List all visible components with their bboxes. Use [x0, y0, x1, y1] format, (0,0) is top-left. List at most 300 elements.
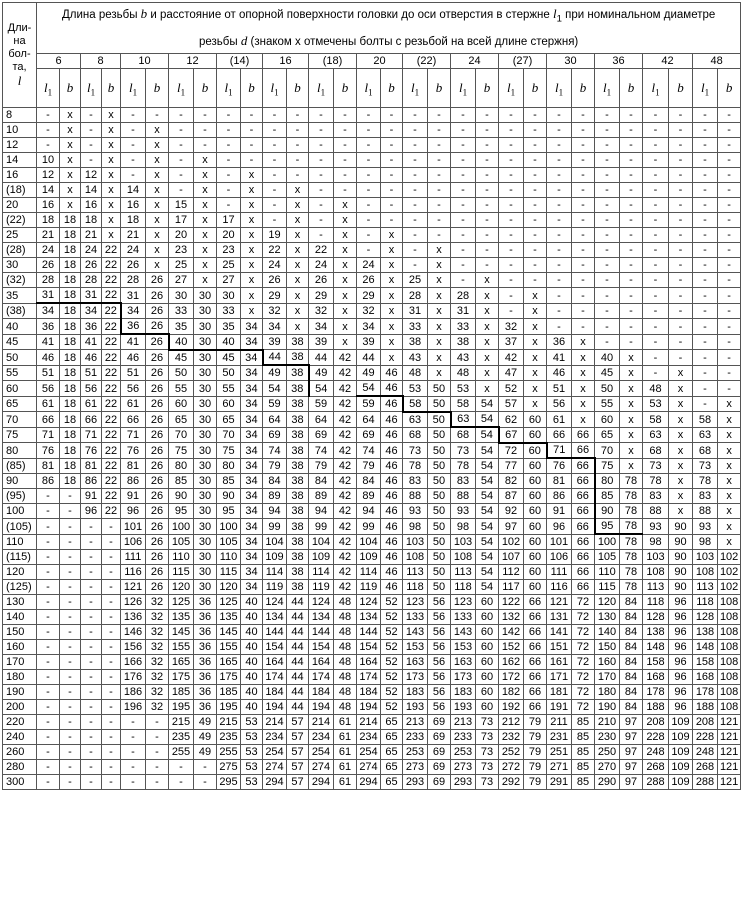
bolt-length-cell: 180	[3, 670, 37, 685]
l1-value-cell: 117	[499, 580, 524, 595]
l1-value-cell: 35	[217, 319, 241, 335]
table-row	[3, 458, 741, 474]
b-value-cell: x	[718, 443, 741, 459]
b-value-cell: 44	[287, 655, 309, 670]
l1-value-cell: 98	[643, 534, 669, 550]
l1-value-cell: 82	[499, 474, 524, 489]
l1-value-cell: 211	[547, 715, 572, 730]
b-value-cell: 22	[102, 334, 121, 350]
b-value-cell: x	[334, 273, 357, 288]
b-value-cell: 54	[476, 427, 499, 443]
b-value-cell: -	[287, 168, 309, 183]
b-value-cell: -	[524, 273, 547, 288]
l1-value-cell: -	[263, 198, 287, 213]
b-value-cell: -	[381, 138, 403, 153]
table-row	[3, 730, 741, 745]
l1-value-cell: 36	[37, 319, 60, 335]
l1-value-cell: 182	[499, 685, 524, 700]
b-value-cell: 32	[146, 655, 169, 670]
b-value-cell: x	[620, 350, 643, 366]
b-value-cell: 32	[146, 625, 169, 640]
l1-index: 1	[180, 87, 186, 98]
l1-value-cell: 77	[499, 458, 524, 474]
b-value-cell: 30	[194, 427, 217, 443]
l1-value-cell: 144	[309, 625, 334, 640]
l1-value-cell: 43	[451, 350, 476, 366]
l1-value-cell: 293	[451, 775, 476, 790]
l1-value-cell: 23	[169, 243, 194, 258]
b-value-cell: 30	[194, 458, 217, 474]
b-value-cell: 60	[524, 565, 547, 580]
table-row	[3, 168, 741, 183]
l1-value-cell: 51	[121, 365, 146, 381]
l1-value-cell: 25	[217, 258, 241, 273]
l1-value-cell: 270	[595, 760, 620, 775]
b-value-cell: 57	[287, 760, 309, 775]
l1-value-cell: 121	[547, 595, 572, 610]
b-value-cell: x	[102, 213, 121, 228]
b-value-cell: 34	[241, 519, 263, 535]
b-value-cell: 60	[476, 700, 499, 715]
b-value-cell: x	[428, 303, 451, 319]
l1-value-cell: 154	[357, 640, 381, 655]
l1-value-cell: 89	[263, 489, 287, 504]
b-value-cell: -	[241, 123, 263, 138]
bolt-length-cell: 8	[3, 108, 37, 123]
b-value-cell: -	[428, 183, 451, 198]
l1-value-cell: 94	[263, 504, 287, 519]
l1-value-cell: -	[403, 153, 428, 168]
b-value-cell: 40	[241, 625, 263, 640]
b-value-cell: 69	[428, 760, 451, 775]
b-value-cell: 50	[428, 534, 451, 550]
l1-value-cell: 102	[499, 534, 524, 550]
b-value-cell: 38	[287, 550, 309, 565]
b-value-cell: 57	[287, 715, 309, 730]
b-value-cell: x	[524, 334, 547, 350]
l1-value-cell: 122	[499, 595, 524, 610]
b-value-cell: 108	[718, 640, 741, 655]
b-value-cell: 69	[428, 745, 451, 760]
l1-value-cell: 86	[121, 474, 146, 489]
l1-value-cell: 88	[403, 489, 428, 504]
b-value-cell: -	[381, 108, 403, 123]
l1-value-cell: -	[403, 123, 428, 138]
l1-value-cell: 70	[595, 443, 620, 459]
b-value-cell: 18	[60, 412, 81, 428]
b-value-cell: x	[381, 303, 403, 319]
b-value-cell: 72	[572, 640, 595, 655]
table-row	[3, 138, 741, 153]
l1-value-cell: -	[643, 243, 669, 258]
l1-value-cell: 17	[217, 213, 241, 228]
b-value-cell: 49	[194, 715, 217, 730]
l1-value-cell: 10	[37, 153, 60, 168]
l1-value-cell: 156	[121, 640, 146, 655]
l1-value-cell: -	[37, 580, 60, 595]
l1-column-header	[451, 69, 476, 108]
l1-value-cell: 76	[81, 443, 102, 459]
b-value-cell: 109	[669, 730, 693, 745]
l1-value-cell: 50	[169, 365, 194, 381]
b-value-cell: x	[194, 258, 217, 273]
b-value-cell: x	[146, 168, 169, 183]
l1-value-cell: -	[499, 243, 524, 258]
b-value-cell: 22	[102, 288, 121, 304]
l1-value-cell: -	[451, 273, 476, 288]
l1-value-cell: 41	[121, 334, 146, 350]
l1-value-cell: 49	[309, 365, 334, 381]
l1-value-cell: -	[169, 138, 194, 153]
b-value-cell: 18	[60, 443, 81, 459]
l1-value-cell: -	[169, 108, 194, 123]
b-value-cell: 90	[669, 550, 693, 565]
l1-value-cell: 65	[595, 427, 620, 443]
b-value-cell: -	[102, 745, 121, 760]
l1-value-cell: -	[309, 138, 334, 153]
l1-value-cell: 34	[81, 303, 102, 319]
l1-value-cell: 188	[643, 700, 669, 715]
l1-value-cell: 212	[499, 715, 524, 730]
b-value-cell: 50	[428, 489, 451, 504]
l1-value-cell: 95	[217, 504, 241, 519]
b-value-cell: 22	[102, 443, 121, 459]
b-column-header: b	[476, 69, 499, 108]
b-value-cell: x	[620, 443, 643, 459]
l1-column-header	[217, 69, 241, 108]
l1-value-cell: -	[499, 213, 524, 228]
l1-value-cell: 64	[263, 412, 287, 428]
l1-value-cell: 174	[309, 670, 334, 685]
l1-value-cell: 231	[547, 730, 572, 745]
l1-value-cell: -	[121, 745, 146, 760]
l1-value-cell: 103	[451, 534, 476, 550]
l1-value-cell: 28	[451, 288, 476, 304]
b-value-cell: 18	[60, 243, 81, 258]
l1-value-cell: 163	[403, 655, 428, 670]
b-value-cell: 84	[620, 685, 643, 700]
b-value-cell: -	[669, 334, 693, 350]
b-value-cell: 50	[428, 504, 451, 519]
l1-value-cell: 142	[499, 625, 524, 640]
l1-value-cell: 61	[37, 396, 60, 412]
b-value-cell: x	[381, 319, 403, 335]
diameter-header: 24	[451, 54, 499, 69]
b-value-cell: 42	[334, 412, 357, 428]
b-value-cell: 26	[146, 489, 169, 504]
b-value-cell: -	[102, 730, 121, 745]
b-value-cell: 38	[287, 350, 309, 366]
l1-value-cell: 176	[121, 670, 146, 685]
l1-symbol: l	[458, 79, 463, 95]
b-value-cell: -	[60, 565, 81, 580]
l1-column-header	[263, 69, 287, 108]
l1-value-cell: -	[547, 138, 572, 153]
b-value-cell: -	[620, 153, 643, 168]
l1-value-cell: 234	[263, 730, 287, 745]
b-value-cell: x	[102, 108, 121, 123]
b-value-cell: 54	[476, 534, 499, 550]
l1-value-cell: 274	[263, 760, 287, 775]
l1-value-cell: -	[451, 183, 476, 198]
b-value-cell: 48	[334, 655, 357, 670]
b-value-cell: -	[524, 213, 547, 228]
l1-value-cell: -	[499, 288, 524, 304]
bolt-length-cell: 300	[3, 775, 37, 790]
l1-value-cell: 210	[595, 715, 620, 730]
l1-value-cell: 50	[595, 381, 620, 397]
l1-value-cell: 46	[121, 350, 146, 366]
b-value-cell: 56	[428, 700, 451, 715]
b-value-cell: -	[718, 334, 741, 350]
diameter-header-row	[3, 54, 741, 69]
l1-value-cell: 154	[309, 640, 334, 655]
l1-value-cell: 105	[217, 534, 241, 550]
b-value-cell: 66	[572, 580, 595, 595]
b-value-cell: -	[669, 273, 693, 288]
l1-value-cell: -	[217, 108, 241, 123]
l1-value-cell: 58	[693, 412, 718, 428]
table-row	[3, 334, 741, 350]
title-symbol-l: l	[553, 6, 557, 21]
bolt-length-cell: 110	[3, 534, 37, 550]
l1-value-cell: 144	[263, 625, 287, 640]
l1-value-cell: 46	[547, 365, 572, 381]
b-value-cell: 90	[669, 565, 693, 580]
l1-value-cell: 51	[81, 365, 102, 381]
l1-value-cell: 235	[169, 730, 194, 745]
b-value-cell: 52	[381, 610, 403, 625]
b-value-cell: 42	[334, 396, 357, 412]
b-value-cell: 30	[194, 504, 217, 519]
table-row	[3, 288, 741, 304]
l1-value-cell: -	[595, 168, 620, 183]
table-row	[3, 504, 741, 519]
l1-value-cell: 136	[121, 610, 146, 625]
b-value-cell: -	[194, 775, 217, 790]
l1-value-cell: 75	[169, 443, 194, 459]
b-value-cell: 36	[194, 640, 217, 655]
b-value-cell: 54	[476, 580, 499, 595]
l1-value-cell: 66	[121, 412, 146, 428]
b-value-cell: -	[572, 168, 595, 183]
l1-value-cell: 134	[357, 610, 381, 625]
l1-value-cell: 99	[263, 519, 287, 535]
b-column-header: b	[60, 69, 81, 108]
b-value-cell: x	[194, 213, 217, 228]
l1-value-cell: 106	[121, 534, 146, 550]
b-value-cell: 46	[381, 504, 403, 519]
table-row	[3, 565, 741, 580]
b-value-cell: 61	[334, 730, 357, 745]
table-row	[3, 198, 741, 213]
b-value-cell: -	[428, 108, 451, 123]
l1-value-cell: -	[37, 775, 60, 790]
l1-value-cell: 113	[693, 580, 718, 595]
b-value-cell: 78	[620, 474, 643, 489]
b-value-cell: -	[102, 685, 121, 700]
title-part: (знаком x отмечены болты с резьбой на всей длине стержня)	[247, 36, 579, 49]
diameter-header: 16	[263, 54, 309, 69]
l1-column-header	[169, 69, 194, 108]
l1-value-cell: -	[547, 288, 572, 304]
l1-value-cell: 173	[451, 670, 476, 685]
l1-value-cell: -	[403, 258, 428, 273]
b-value-cell: 60	[524, 412, 547, 428]
l1-value-cell: 294	[357, 775, 381, 790]
b-value-cell: -	[146, 715, 169, 730]
b-value-cell: 60	[524, 458, 547, 474]
l1-value-cell: -	[309, 123, 334, 138]
b-value-cell: -	[287, 153, 309, 168]
bolt-length-cell: 130	[3, 595, 37, 610]
b-value-cell: -	[718, 228, 741, 243]
l1-value-cell: -	[643, 228, 669, 243]
b-value-cell: 79	[524, 775, 547, 790]
l1-value-cell: 46	[81, 350, 102, 366]
b-value-cell: 54	[476, 474, 499, 489]
bolt-length-cell: 30	[3, 258, 37, 273]
b-value-cell: -	[620, 258, 643, 273]
b-value-cell: 60	[476, 670, 499, 685]
l1-value-cell: 31	[403, 303, 428, 319]
l1-value-cell: 152	[499, 640, 524, 655]
l1-value-cell: 144	[357, 625, 381, 640]
b-value-cell: 22	[102, 474, 121, 489]
b-value-cell: 72	[572, 700, 595, 715]
l1-value-cell: 235	[217, 730, 241, 745]
b-value-cell: 38	[287, 334, 309, 350]
b-value-cell: x	[146, 123, 169, 138]
l1-value-cell: -	[263, 213, 287, 228]
b-value-cell: 78	[620, 519, 643, 535]
b-value-cell: x	[287, 228, 309, 243]
b-value-cell: x	[669, 489, 693, 504]
b-value-cell: 18	[60, 228, 81, 243]
l1-value-cell: -	[499, 108, 524, 123]
l1-value-cell: 111	[547, 565, 572, 580]
b-value-cell: x	[60, 198, 81, 213]
l1-value-cell: -	[121, 123, 146, 138]
l1-value-cell: -	[357, 108, 381, 123]
b-value-cell: 34	[241, 489, 263, 504]
l1-value-cell: 69	[357, 427, 381, 443]
b-value-cell: 30	[194, 381, 217, 397]
l1-value-cell: 271	[547, 760, 572, 775]
l1-value-cell: 120	[595, 595, 620, 610]
l1-value-cell: -	[263, 168, 287, 183]
b-value-cell: -	[718, 288, 741, 304]
b-value-cell: -	[60, 760, 81, 775]
l1-value-cell: 69	[263, 427, 287, 443]
b-value-cell: 18	[60, 273, 81, 288]
l1-value-cell: -	[595, 319, 620, 335]
bolt-length-cell: 220	[3, 715, 37, 730]
b-value-cell: 26	[146, 396, 169, 412]
b-value-cell: 66	[572, 458, 595, 474]
b-value-cell: 66	[572, 427, 595, 443]
l1-value-cell: 252	[499, 745, 524, 760]
l1-value-cell: -	[357, 198, 381, 213]
l1-value-cell: 124	[263, 595, 287, 610]
b-value-cell: 30	[194, 550, 217, 565]
l1-value-cell: 98	[403, 519, 428, 535]
l1-value-cell: 37	[499, 334, 524, 350]
b-value-cell: 102	[718, 580, 741, 595]
table-row	[3, 183, 741, 198]
b-value-cell: 26	[146, 365, 169, 381]
b-value-cell: -	[718, 198, 741, 213]
b-value-cell: 109	[669, 745, 693, 760]
b-value-cell: 18	[60, 288, 81, 304]
b-value-cell: 97	[620, 730, 643, 745]
l1-value-cell: 98	[451, 519, 476, 535]
l1-value-cell: -	[403, 228, 428, 243]
b-value-cell: x	[381, 288, 403, 304]
l1-value-cell: 18	[81, 213, 102, 228]
l1-value-cell: 34	[37, 303, 60, 319]
l1-value-cell: -	[81, 700, 102, 715]
title-part: и расстояние от опорной поверхности головки до оси отверстия в стержне	[147, 9, 553, 21]
b-value-cell: -	[669, 183, 693, 198]
l1-value-cell: -	[693, 273, 718, 288]
b-value-cell: -	[718, 123, 741, 138]
b-value-cell: -	[620, 123, 643, 138]
b-value-cell: 84	[620, 700, 643, 715]
b-value-cell: -	[476, 123, 499, 138]
b-value-cell: x	[476, 334, 499, 350]
b-value-cell: x	[334, 334, 357, 350]
l1-value-cell: 48	[403, 365, 428, 381]
b-value-cell: -	[476, 168, 499, 183]
b-value-cell: 22	[102, 412, 121, 428]
b-value-cell: 22	[102, 396, 121, 412]
l1-value-cell: -	[499, 183, 524, 198]
l1-value-cell: 24	[121, 243, 146, 258]
l1-value-cell: 89	[357, 489, 381, 504]
b-value-cell: 18	[60, 458, 81, 474]
l1-value-cell: -	[121, 153, 146, 168]
b-value-cell: x	[146, 183, 169, 198]
table-row	[3, 228, 741, 243]
b-value-cell: -	[524, 243, 547, 258]
b-value-cell: 26	[146, 474, 169, 489]
l1-value-cell: 294	[309, 775, 334, 790]
b-value-cell: 66	[524, 670, 547, 685]
l1-value-cell: 160	[595, 655, 620, 670]
b-value-cell: 18	[60, 303, 81, 319]
b-value-cell: -	[287, 123, 309, 138]
l1-value-cell: 108	[403, 550, 428, 565]
bolt-length-cell: 12	[3, 138, 37, 153]
b-value-cell: x	[146, 153, 169, 168]
l1-value-cell: 273	[451, 760, 476, 775]
l1-value-cell: -	[499, 228, 524, 243]
b-value-cell: 30	[194, 519, 217, 535]
b-value-cell: 66	[524, 625, 547, 640]
l1-column-header	[643, 69, 669, 108]
b-value-cell: 32	[146, 670, 169, 685]
b-value-cell: 30	[194, 334, 217, 350]
l1-value-cell: -	[357, 138, 381, 153]
l1-value-cell: 96	[547, 519, 572, 535]
table-row	[3, 534, 741, 550]
b-value-cell: 38	[287, 519, 309, 535]
b-value-cell: x	[194, 228, 217, 243]
b-value-cell: x	[718, 458, 741, 474]
b-value-cell: x	[334, 243, 357, 258]
diameter-header: 12	[169, 54, 217, 69]
